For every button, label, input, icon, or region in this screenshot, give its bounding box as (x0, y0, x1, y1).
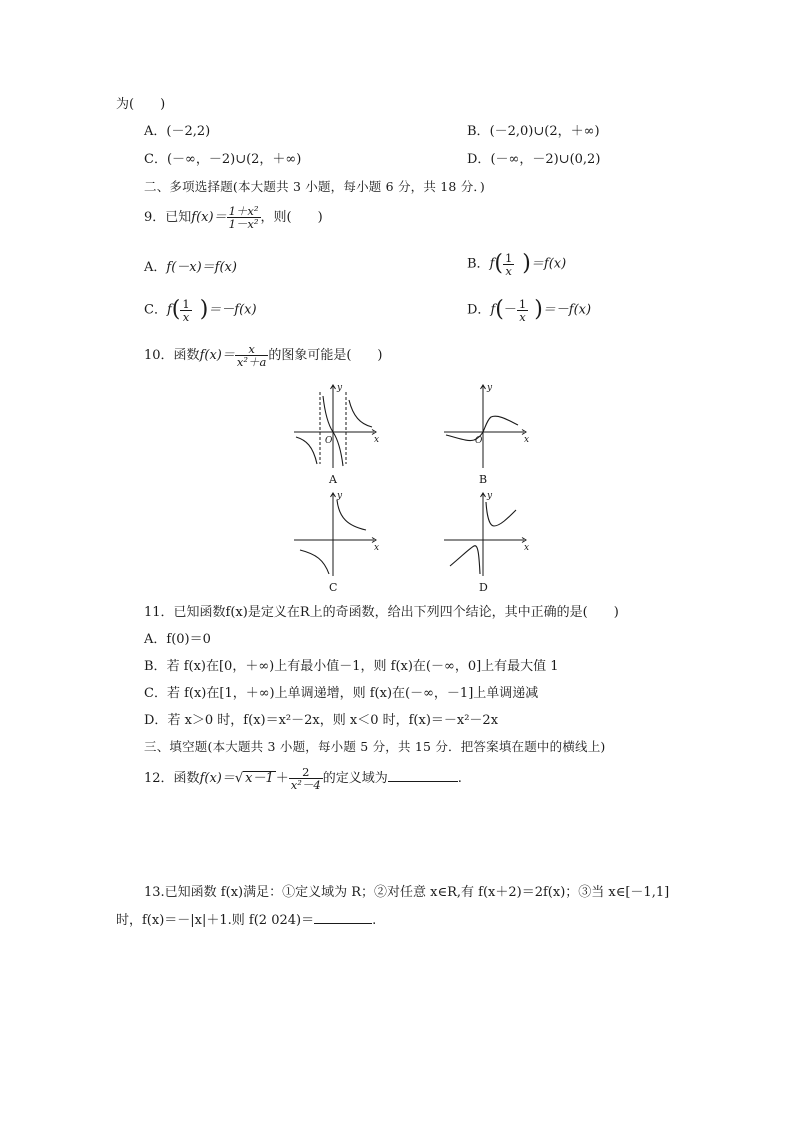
option-label: D． (144, 713, 168, 728)
graph-a (288, 380, 384, 488)
plus-sign: ＋ (275, 771, 289, 787)
fraction (289, 766, 323, 791)
sqrt-radicand: x－1 (245, 771, 274, 787)
q11-option-a (144, 633, 211, 646)
minus-sign: － (503, 302, 517, 318)
y-axis-label: y (487, 491, 493, 501)
q10-stem (144, 343, 382, 368)
x-axis-label: x (374, 543, 380, 553)
fraction-denominator: x (503, 264, 514, 277)
fraction-denominator: x (517, 310, 528, 323)
option-label: B． (467, 256, 490, 272)
stem-text: ，则( ) (260, 210, 323, 226)
fraction (180, 298, 191, 323)
option-label: B． (144, 659, 167, 674)
q13-line-1: 13.已知函数 f(x)满足：①定义域为 R；②对任意 x∈R,有 f(x＋2)＝2f(x)；③当 x∈[－1,1] (144, 885, 670, 900)
option-content: f(0)＝0 (166, 632, 211, 647)
option-label: C． (144, 302, 167, 318)
paren-close: ) (534, 297, 543, 322)
function-name: f (166, 302, 172, 318)
fraction-denominator: x²－4 (290, 778, 321, 793)
option-content: 若 f(x)在[0，＋∞)上有最小值－1，则 f(x)在(－∞，0]上有最大值 1 (166, 659, 559, 674)
question-number: 11． (144, 605, 174, 620)
sqrt-sign: √ (234, 771, 244, 787)
graph-label: C (329, 581, 338, 594)
paren-close: ) (199, 297, 209, 322)
origin-label: O (325, 436, 333, 446)
x-axis-label: x (524, 543, 530, 553)
q12-stem (144, 766, 462, 791)
fraction-denominator: 1－x² (228, 217, 259, 232)
q11-stem (144, 606, 619, 619)
q8-tail: 为( ) (116, 97, 166, 112)
option-label: A． (144, 260, 167, 275)
option-content: ＝f(x) (530, 256, 567, 272)
curve-left (300, 550, 329, 574)
function-name: f(x)＝ (191, 210, 227, 226)
curve-right (349, 400, 372, 427)
curve-left (296, 437, 317, 464)
option-content: (－2,0)∪(2，＋∞) (489, 124, 600, 139)
fraction (235, 343, 268, 368)
graph-label: B (479, 473, 488, 486)
graph-label: A (329, 473, 337, 486)
option-label: C． (144, 152, 167, 167)
q8-option-d (467, 153, 600, 166)
question-number: 9． (144, 210, 166, 226)
paren-open: ( (494, 251, 503, 276)
option-label: C． (144, 686, 167, 701)
q9-option-c (144, 297, 257, 323)
stem-end: . (372, 913, 377, 928)
stem-text: 函数 (173, 771, 200, 787)
fraction-numerator: 1 (504, 250, 513, 265)
function-name: f (490, 302, 496, 318)
fraction-numerator: 1 (182, 296, 190, 311)
option-content: (－∞，－2)∪(0,2) (490, 152, 601, 167)
paren-close: ) (522, 251, 531, 276)
function-name: f(x)＝ (199, 348, 235, 364)
x-axis-label: x (524, 435, 530, 445)
option-label: A． (144, 124, 167, 139)
q9-option-b (467, 251, 566, 277)
paren-open: ( (171, 297, 181, 322)
fraction (503, 252, 514, 277)
function-name: f(x)＝ (199, 771, 235, 787)
curve-right (486, 502, 516, 526)
curve-left (450, 546, 480, 574)
stem-text: 已知函数f(x)是定义在R上的奇函数，给出下列四个结论，其中正确的是( ) (173, 605, 619, 620)
option-content: (－2,2) (166, 124, 211, 139)
question-number: 10． (144, 348, 174, 364)
graph-label: D (479, 581, 488, 594)
option-content: (－∞，－2)∪(2，＋∞) (166, 152, 302, 167)
stem-text: 时，f(x)＝－|x|＋1.则 f(2 024)＝ (116, 913, 315, 928)
function-name: f (489, 256, 495, 272)
fraction-denominator: x²＋a (236, 355, 267, 370)
q9-option-d (467, 297, 591, 323)
option-content: 若 f(x)在[1，＋∞)上单调递增，则 f(x)在(－∞，－1]上单调递减 (166, 686, 539, 701)
answer-blank[interactable] (314, 923, 372, 924)
graph-d (438, 488, 534, 596)
section-2-heading: 二、多项选择题(本大题共 3 小题，每小题 6 分，共 18 分．) (144, 179, 485, 194)
y-axis-label: y (337, 491, 343, 501)
section-3-heading: 三、填空题(本大题共 3 小题，每小题 5 分，共 15 分．把答案填在题中的横线上) (144, 739, 606, 754)
q9-option-a (144, 261, 237, 274)
q8-option-a (144, 125, 210, 138)
q8-option-c (144, 153, 301, 166)
stem-text: 已知 (165, 210, 192, 226)
stem-text: 的定义域为 (322, 771, 388, 787)
y-axis-label: y (337, 383, 343, 393)
origin-label: O (475, 436, 483, 446)
question-number: 12． (144, 771, 174, 787)
stem-end: . (457, 771, 462, 787)
fraction (517, 298, 528, 323)
fraction-numerator: x (248, 342, 255, 356)
fraction-denominator: x (180, 310, 191, 323)
option-label: D． (467, 302, 491, 318)
fraction-numerator: 1 (518, 296, 527, 311)
q11-option-b (144, 660, 559, 673)
stem-text: 的图象可能是( ) (268, 348, 383, 364)
x-axis-label: x (374, 435, 380, 445)
q9-stem (144, 205, 323, 230)
fraction-numerator: 1＋x² (228, 204, 259, 218)
q8-option-b (467, 125, 600, 138)
option-content: f(－x)＝f(x) (166, 260, 237, 275)
stem-text: 函数 (173, 348, 200, 364)
q11-option-c (144, 687, 538, 700)
q11-option-d (144, 714, 498, 727)
option-content: ＝－f(x) (542, 302, 592, 318)
option-label: D． (467, 152, 491, 167)
fraction (227, 205, 261, 230)
fraction-numerator: 2 (302, 765, 310, 779)
paren-open: ( (495, 297, 504, 322)
answer-blank[interactable] (388, 781, 458, 782)
graph-c (288, 488, 384, 596)
option-content: 若 x＞0 时，f(x)＝x²－2x，则 x＜0 时，f(x)＝－x²－2x (167, 713, 499, 728)
graph-b (438, 380, 534, 488)
q13-line-2 (116, 914, 376, 927)
option-label: B． (467, 124, 490, 139)
curve-right (337, 500, 366, 530)
option-content: ＝－f(x) (208, 302, 257, 318)
y-axis-label: y (487, 383, 493, 393)
option-label: A． (144, 632, 167, 647)
